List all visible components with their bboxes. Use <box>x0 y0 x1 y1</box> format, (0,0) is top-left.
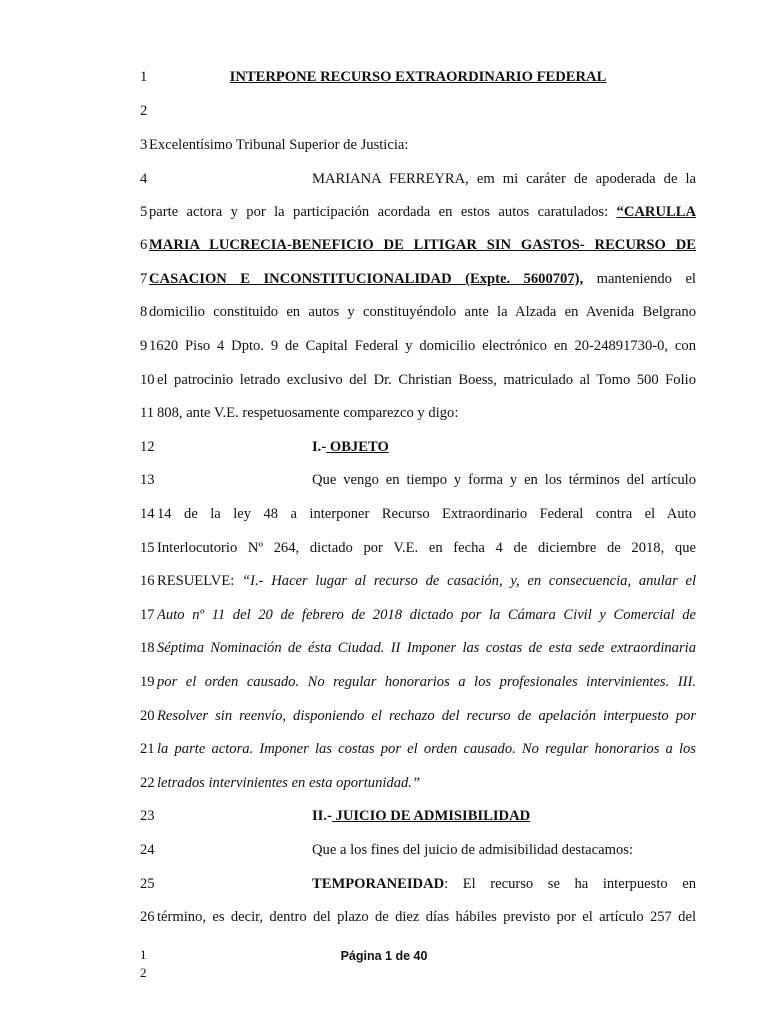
line-number: 6 <box>140 237 148 253</box>
line-number: 10 <box>140 372 155 388</box>
doc-line-15 <box>140 537 696 559</box>
line-number: 7 <box>140 271 148 287</box>
doc-line-25 <box>140 873 696 895</box>
doc-line-23 <box>140 805 696 827</box>
footer-line-number: 2 <box>140 965 147 980</box>
line-number: 23 <box>140 808 155 824</box>
line-number: 1 <box>140 69 148 85</box>
doc-line-17 <box>140 604 696 626</box>
line-number: 14 <box>140 506 155 522</box>
doc-line-20 <box>140 705 696 727</box>
quoted-resolution: Auto nº 11 del 20 de febrero de 2018 dictado por la Cámara Civil y Comercial de <box>157 607 696 623</box>
paragraph-text: término, es decir, dentro del plazo de diez días hábiles previsto por el artículo 257 del <box>157 909 696 925</box>
doc-line-18 <box>140 637 696 659</box>
paragraph-text: domicilio constituido en autos y constituyéndolo ante la Alzada en Avenida Belgrano <box>149 304 696 320</box>
quoted-resolution: por el orden causado. No regular honorarios a los profesionales intervinientes. III. <box>157 674 696 690</box>
doc-line-3 <box>140 134 696 156</box>
doc-line-13 <box>140 469 696 491</box>
doc-line-21 <box>140 738 696 760</box>
paragraph-text <box>157 570 696 592</box>
line-number: 3 <box>140 137 148 153</box>
doc-line-7 <box>140 268 696 290</box>
footer-line-number: 1 <box>140 947 147 962</box>
text-run: : El recurso se ha interpuesto en <box>444 876 696 892</box>
paragraph-text: 808, ante V.E. respetuosamente comparezco y digo: <box>157 405 459 421</box>
doc-line-5 <box>140 201 696 223</box>
page-number: Página 1 de 40 <box>340 949 428 963</box>
line-number: 17 <box>140 607 155 623</box>
text-run: RESUELVE: <box>157 573 243 589</box>
section-heading <box>312 436 696 458</box>
doc-line-6 <box>140 234 696 256</box>
doc-line-26 <box>140 906 696 928</box>
doc-line-24 <box>140 839 696 861</box>
line-number: 26 <box>140 909 155 925</box>
doc-line-16 <box>140 570 696 592</box>
section-heading <box>312 805 696 827</box>
doc-line-1 <box>140 66 696 88</box>
case-title-run: MARIA LUCRECIA-BENEFICIO DE LITIGAR SIN GASTOS- RECURSO DE <box>149 237 696 253</box>
paragraph-text: 14 de la ley 48 a interponer Recurso Extraordinario Federal contra el Auto <box>157 506 696 522</box>
section-number: II.- <box>312 808 332 824</box>
paragraph-text: Interlocutorio Nº 264, dictado por V.E. en fecha 4 de diciembre de 2018, que <box>157 540 696 556</box>
doc-line-10 <box>140 369 696 391</box>
paragraph-text <box>149 201 696 223</box>
paragraph-text: el patrocinio letrado exclusivo del Dr. Christian Boess, matriculado al Tomo 500 Folio <box>157 372 696 388</box>
doc-line-14 <box>140 503 696 525</box>
line-number: 9 <box>140 338 148 354</box>
quoted-resolution: letrados intervinientes en esta oportunidad.” <box>157 775 421 791</box>
line-number: 25 <box>140 876 155 892</box>
line-number: 12 <box>140 439 155 455</box>
paragraph-text: 1620 Piso 4 Dpto. 9 de Capital Federal y domicilio electrónico en 20-24891730-0, con <box>149 338 696 354</box>
paragraph-text: Que vengo en tiempo y forma y en los términos del artículo <box>312 472 696 488</box>
line-number: 21 <box>140 741 155 757</box>
line-number: 11 <box>140 405 155 421</box>
doc-line-12 <box>140 436 696 458</box>
line-number: 18 <box>140 640 155 656</box>
salutation: Excelentísimo Tribunal Superior de Justicia: <box>149 137 409 153</box>
section-number: I.- <box>312 439 327 455</box>
line-number: 16 <box>140 573 155 589</box>
paragraph-text: Que a los fines del juicio de admisibilidad destacamos: <box>312 842 633 858</box>
doc-line-8 <box>140 301 696 323</box>
quoted-resolution: Séptima Nominación de ésta Ciudad. II Imponer las costas de esta sede extraordinaria <box>157 640 696 656</box>
quoted-resolution: la parte actora. Imponer las costas por el orden causado. No regular honorarios a los <box>157 741 696 757</box>
doc-line-9 <box>140 335 696 357</box>
line-number: 22 <box>140 775 155 791</box>
paragraph-text: MARIANA FERREYRA, em mi caráter de apoderada de la <box>312 171 696 187</box>
text-run: manteniendo el <box>583 271 696 287</box>
doc-line-4 <box>140 168 696 190</box>
doc-line-2 <box>140 100 696 122</box>
line-number: 24 <box>140 842 155 858</box>
section-title: OBJETO <box>326 439 389 455</box>
line-number: 13 <box>140 472 155 488</box>
doc-line-19 <box>140 671 696 693</box>
doc-line-11 <box>140 402 696 424</box>
text-run: parte actora y por la participación acordada en estos autos caratulados: <box>149 204 617 220</box>
line-number: 8 <box>140 304 148 320</box>
quoted-resolution: Resolver sin reenvío, disponiendo el rechazo del recurso de apelación interpuesto por <box>157 708 696 724</box>
case-title-run: “CARULLA <box>616 204 696 220</box>
paragraph-text <box>149 268 696 290</box>
line-number: 19 <box>140 674 155 690</box>
line-number: 20 <box>140 708 155 724</box>
line-number: 15 <box>140 540 155 556</box>
subheading-run: TEMPORANEIDAD <box>312 876 445 892</box>
line-number: 2 <box>140 103 148 119</box>
line-number: 5 <box>140 204 148 220</box>
document-title: INTERPONE RECURSO EXTRAORDINARIO FEDERAL <box>229 69 607 85</box>
paragraph-text <box>312 873 696 895</box>
line-number: 4 <box>140 171 148 187</box>
case-title-run: CASACION E INCONSTITUCIONALIDAD (Expte. 5600707), <box>149 271 584 287</box>
quoted-resolution: “I.- Hacer lugar al recurso de casación, y, en consecuencia, anular el <box>242 573 696 589</box>
section-title: JUICIO DE ADMISIBILIDAD <box>331 808 531 824</box>
doc-line-22 <box>140 772 696 794</box>
